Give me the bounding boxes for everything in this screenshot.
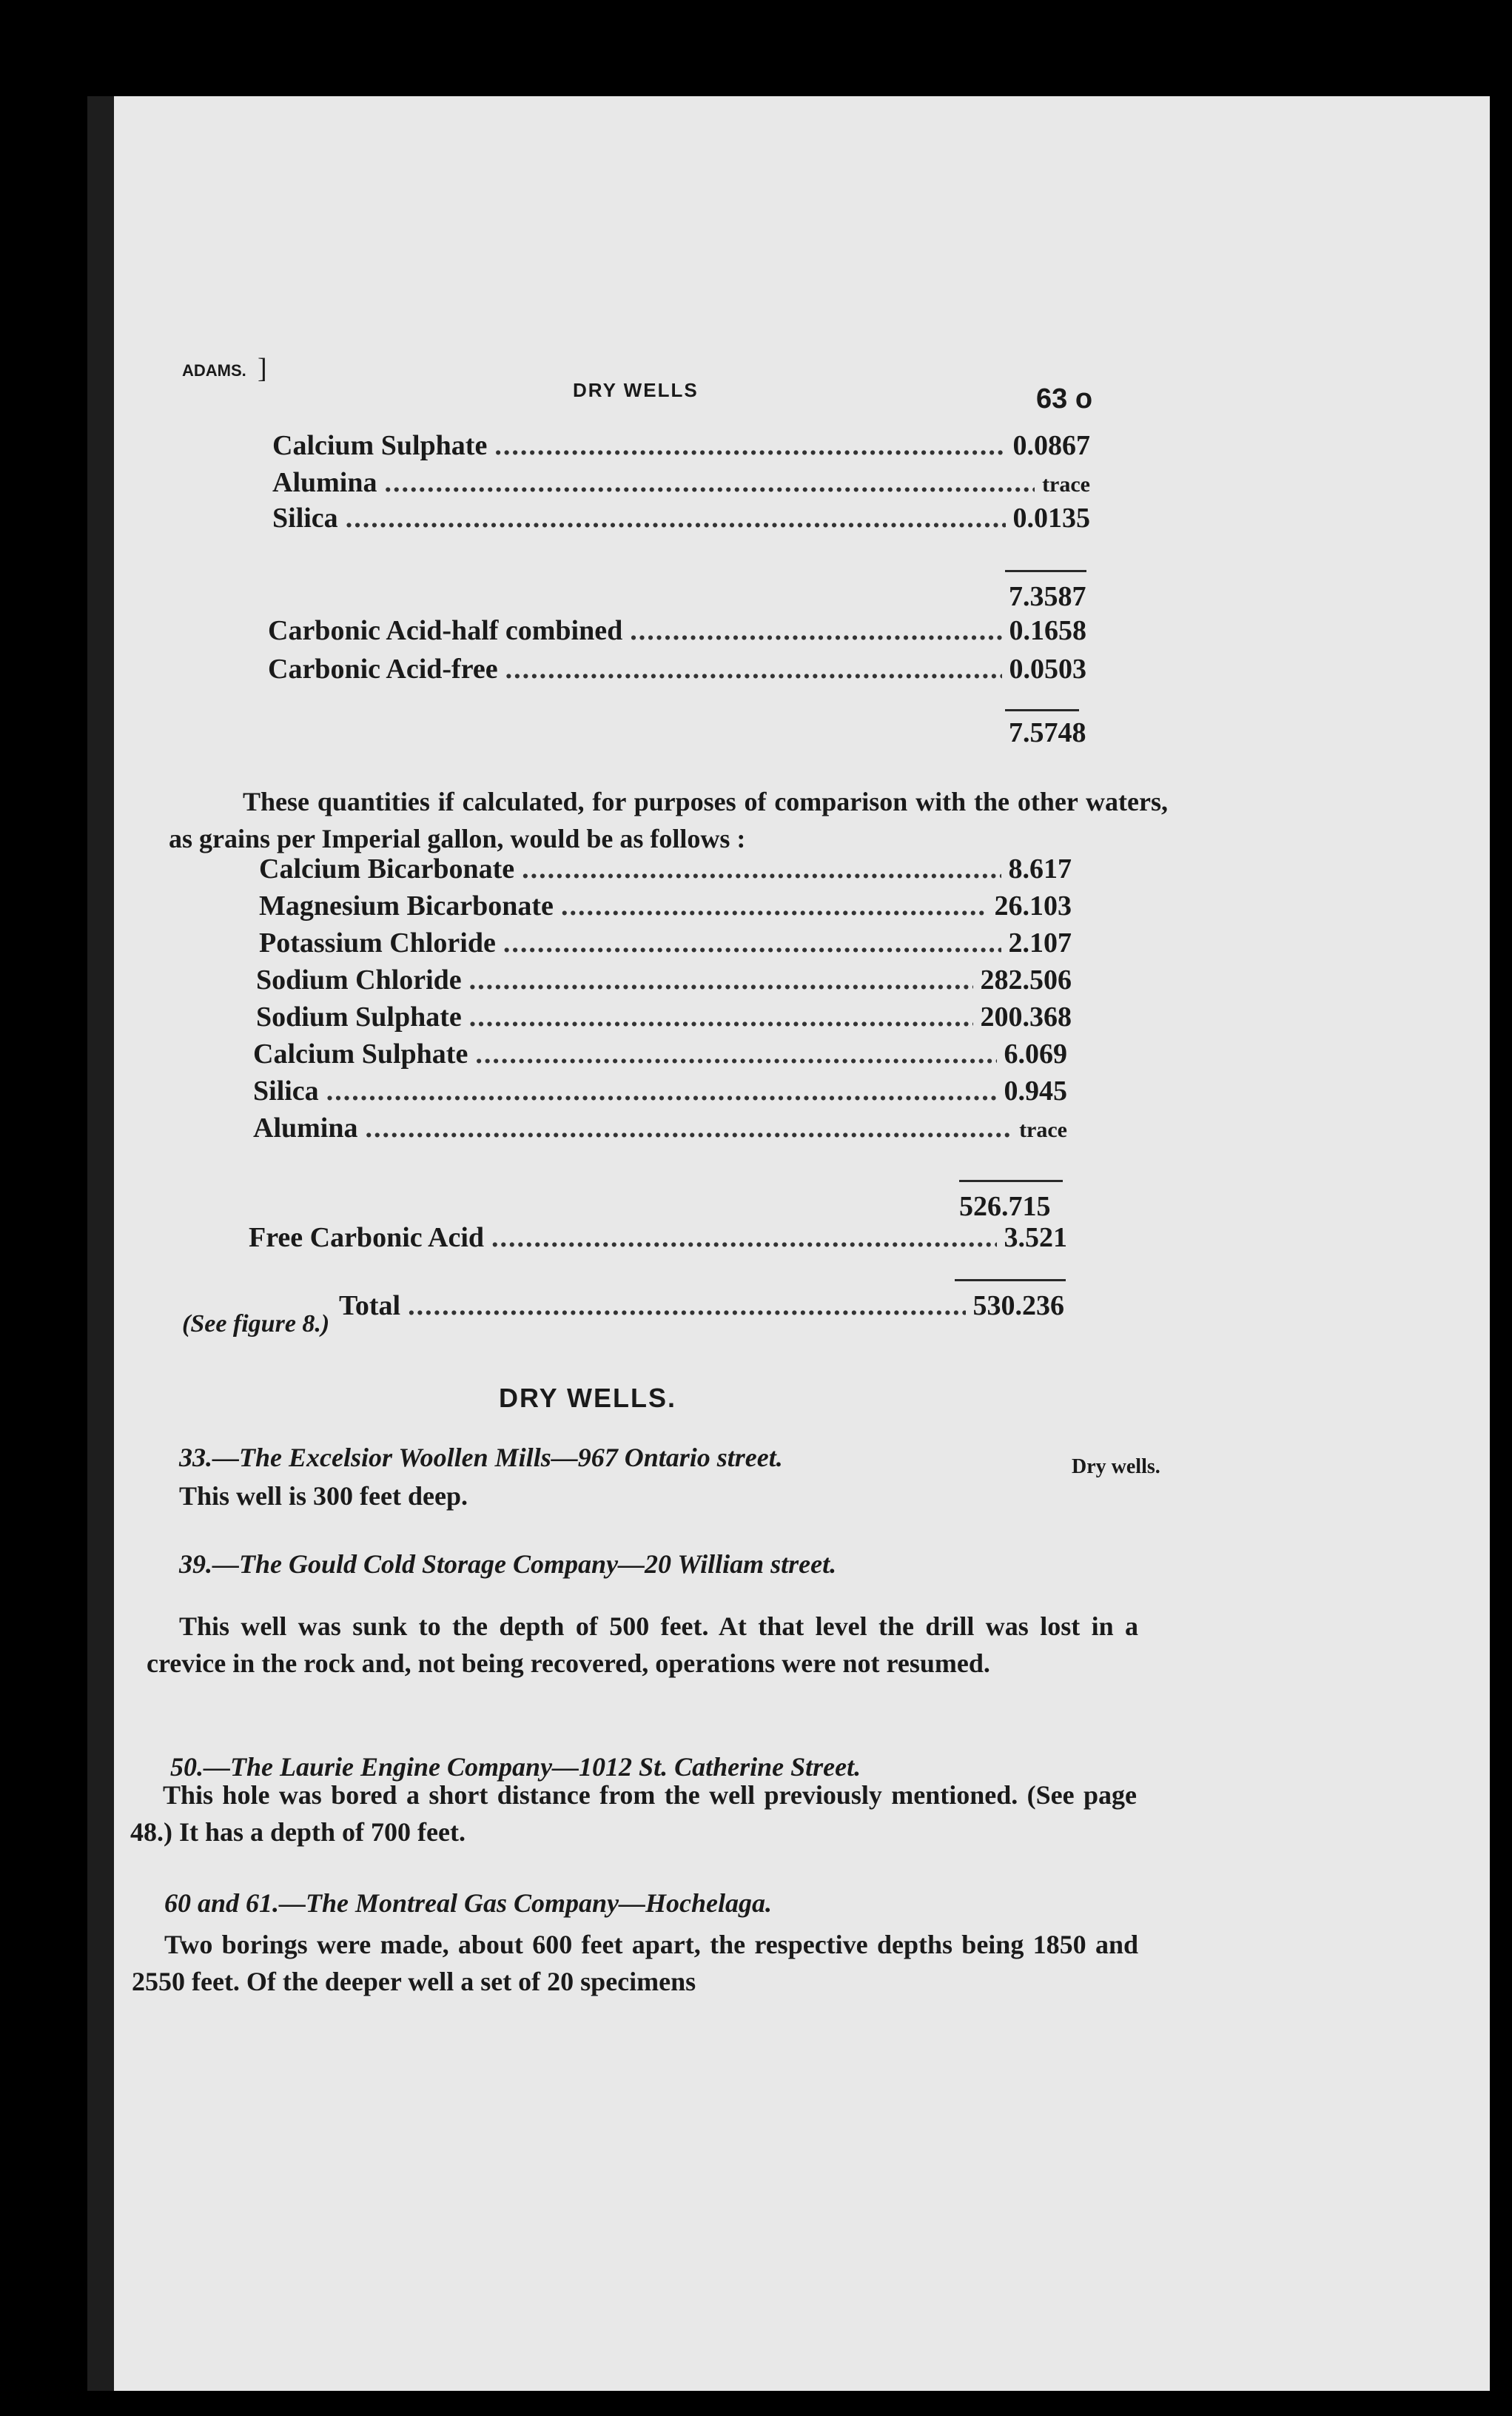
table2-row [259, 853, 1072, 885]
table2-row-value: 2.107 [1008, 927, 1072, 959]
entry-body: This well was sunk to the depth of 500 feet. At that level the drill was lost in a crevice in the rock and, not being recovered, operations were not resumed. [147, 1611, 1138, 1678]
table1-row [268, 614, 1086, 647]
table1-row-name: Alumina [272, 467, 377, 498]
table2-row [256, 1001, 1072, 1033]
entry-heading: 50.—The Laurie Engine Company—1012 St. Catherine Street. [170, 1752, 861, 1782]
entry-body: This well is 300 feet deep. [179, 1481, 468, 1511]
table2-row-value: 282.506 [980, 964, 1072, 996]
table1-row-value: 0.0135 [1012, 503, 1090, 534]
entry-heading: 33.—The Excelsior Woollen Mills—967 Ontario street. [179, 1443, 783, 1472]
table2-row-name: Calcium Sulphate [253, 1038, 468, 1070]
table2-row-name: Sodium Sulphate [256, 1001, 462, 1033]
sum-rule [959, 1180, 1063, 1182]
table2-subtotal: 526.715 [959, 1191, 1051, 1222]
table2-row [256, 964, 1072, 996]
see-figure-note: (See figure 8.) [182, 1310, 330, 1338]
table2-row-name: Magnesium Bicarbonate [259, 890, 554, 922]
table1-row-value: 0.0503 [1009, 654, 1086, 685]
intro-paragraph: These quantities if calculated, for purposes of comparison with the other waters, as grains per Imperial gallon, would be as follows : [169, 787, 1168, 853]
table1-row-value: 0.1658 [1009, 615, 1086, 646]
entry-body: Two borings were made, about 600 feet apart, the respective depths being 1850 and 2550 feet. Of the deeper well a set of 20 specimens [132, 1930, 1138, 1996]
table2-row-name: Alumina [253, 1113, 358, 1144]
table1-row-value: trace [1042, 472, 1090, 497]
table2-row [253, 1075, 1067, 1107]
free-carbonic-acid-value: 3.521 [1004, 1222, 1067, 1253]
table2-row [249, 1221, 1067, 1254]
table1-row [272, 466, 1090, 499]
table2-row [253, 1112, 1067, 1144]
table1-row [272, 429, 1090, 462]
sum-rule [1005, 570, 1086, 572]
margin-note: Dry wells. [1072, 1455, 1160, 1478]
table1-row-name: Silica [272, 503, 338, 534]
table1-row-name: Calcium Sulphate [272, 430, 488, 461]
table2-row-name: Sodium Chloride [256, 964, 462, 996]
table2-total-row [339, 1289, 1064, 1322]
total-value: 530.236 [972, 1290, 1064, 1321]
table1-total: 7.5748 [1009, 717, 1086, 748]
page-number: 63 o [1036, 383, 1093, 415]
section-title: DRY WELLS. [499, 1383, 677, 1413]
table2-row-value: 26.103 [994, 890, 1072, 922]
table2-row-name: Potassium Chloride [259, 927, 496, 959]
sum-rule [955, 1279, 1066, 1281]
table2-row-name: Calcium Bicarbonate [259, 853, 515, 885]
sum-rule [1005, 709, 1079, 711]
table2-row [259, 927, 1072, 959]
entry-body: This hole was bored a short distance from the well previously mentioned. (See page 48.) It has a depth of 700 feet. [130, 1780, 1137, 1847]
table2-row-value: 0.945 [1004, 1076, 1067, 1107]
free-carbonic-acid-label: Free Carbonic Acid [249, 1222, 485, 1253]
table2-row-value: 8.617 [1008, 853, 1072, 885]
document-page [87, 96, 1490, 2391]
table2-row-name: Silica [253, 1076, 319, 1107]
table1-row [272, 502, 1090, 534]
running-head-author: ADAMS. [182, 361, 246, 380]
table1-subtotal: 7.3587 [1009, 581, 1086, 612]
total-label: Total [339, 1290, 401, 1321]
running-head-title: DRY WELLS [573, 379, 699, 401]
table1-row-value: 0.0867 [1012, 430, 1090, 461]
running-head-bracket: ] [258, 353, 267, 384]
table2-row [259, 890, 1072, 922]
entry-heading: 39.—The Gould Cold Storage Company—20 William street. [179, 1549, 837, 1579]
table2-row [253, 1038, 1067, 1070]
table2-row-value: trace [1019, 1118, 1067, 1142]
entry-heading: 60 and 61.—The Montreal Gas Company—Hochelaga. [164, 1888, 773, 1918]
table1-row-name: Carbonic Acid-free [268, 654, 498, 685]
table2-row-value: 6.069 [1004, 1038, 1067, 1070]
table1-row-name: Carbonic Acid-half combined [268, 615, 623, 646]
table1-row [268, 653, 1086, 685]
page-binding-edge [87, 96, 114, 2391]
table2-row-value: 200.368 [980, 1001, 1072, 1033]
